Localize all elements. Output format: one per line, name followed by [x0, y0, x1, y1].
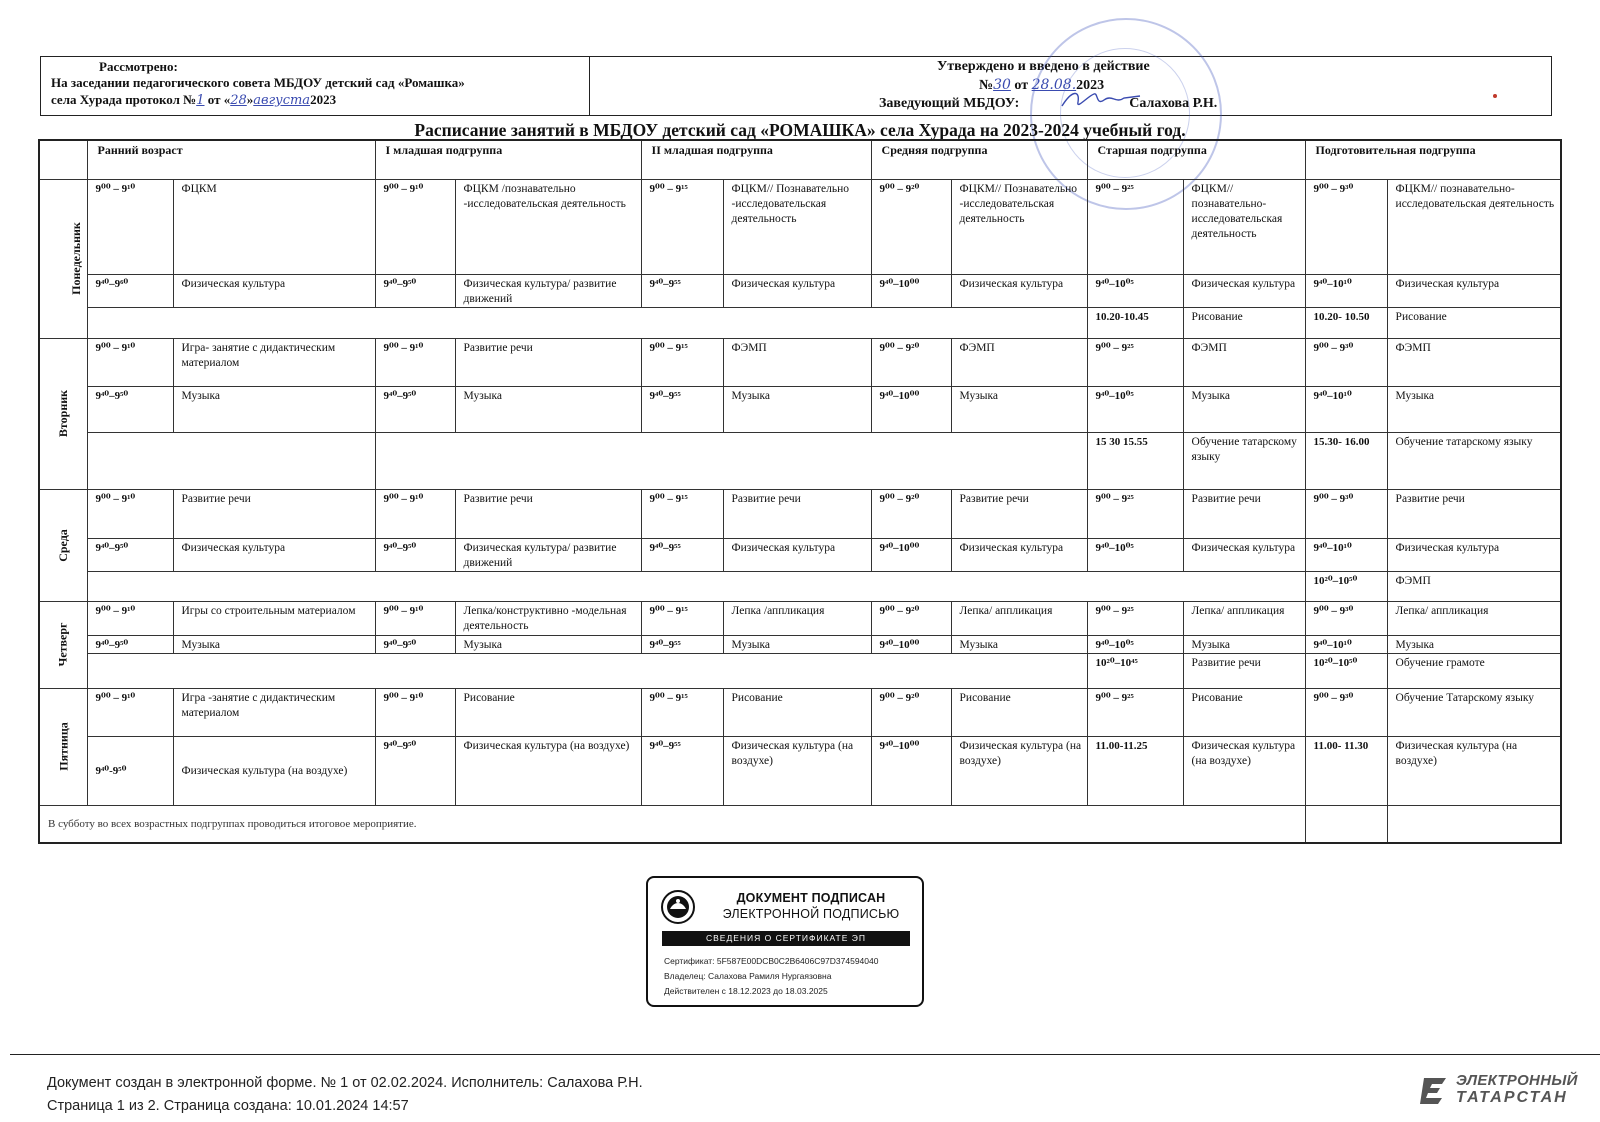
- order-date: 28.08.: [1031, 77, 1077, 93]
- day-cell: [39, 490, 87, 602]
- considered-block: [41, 57, 590, 115]
- time-cell: 9⁰⁰ – 9¹⁵: [641, 339, 723, 387]
- schedule-title: Расписание занятий в МБДОУ детский сад «РОМАШКА» села Хурада на 2023-2024 учебный год.: [414, 120, 1186, 140]
- subject-cell: Физическая культура/ развитие движений: [455, 538, 641, 571]
- time-cell: 9⁴⁰–10¹⁰: [1305, 386, 1387, 433]
- time-cell: 9⁴⁰–9⁵⁰: [87, 386, 173, 433]
- time-cell: 9⁴⁰–9⁵⁰: [375, 386, 455, 433]
- subject-cell: Лепка/конструктивно -модельная деятельность: [455, 602, 641, 635]
- head-name: Салахова Р.Н.: [1129, 96, 1218, 111]
- time-cell: 9⁴⁰–9⁵⁰: [375, 274, 455, 307]
- time-cell: 9⁴⁰–10¹⁰: [1305, 635, 1387, 653]
- electronic-signature-box: [646, 876, 924, 1007]
- time-cell: 9⁰⁰ – 9²⁰: [871, 602, 951, 635]
- subject-cell: ФЦКМ// Познавательно -исследовательская деятельность: [723, 180, 871, 274]
- table-row: [39, 339, 1561, 387]
- subject-cell: Музыка: [1183, 635, 1305, 653]
- time-cell: 9⁴⁰–10¹⁰: [1305, 538, 1387, 571]
- subject-cell: Музыка: [1183, 386, 1305, 433]
- subject-cell: Физическая культура: [1387, 538, 1561, 571]
- time-cell: 9⁰⁰ – 9¹⁵: [641, 180, 723, 274]
- table-row: [39, 274, 1561, 307]
- time-cell: 9⁴⁰–10⁰⁰: [871, 635, 951, 653]
- subject-cell: Лепка /аппликация: [723, 602, 871, 635]
- footer-divider: [10, 1054, 1600, 1055]
- table-row: [39, 490, 1561, 539]
- table-row: [39, 307, 1561, 338]
- subject-cell: Рисование: [1183, 307, 1305, 338]
- time-cell: 9⁰⁰ – 9³⁰: [1305, 490, 1387, 539]
- time-cell: 11.00- 11.30: [1305, 737, 1387, 806]
- time-cell: 9⁰⁰ – 9²⁵: [1087, 688, 1183, 737]
- time-cell: 10.20- 10.50: [1305, 307, 1387, 338]
- footer-document-info: Документ создан в электронной форме. № 1 от 02.02.2024. Исполнитель: Салахова Р.Н.: [47, 1075, 643, 1091]
- time-cell: 9⁴⁰–9⁶⁰: [87, 274, 173, 307]
- subject-cell: Развитие речи: [1387, 490, 1561, 539]
- certificate-owner: Владелец: Салахова Рамиля Нургаязовна: [664, 971, 832, 981]
- tatarstan-emblem-icon: [660, 889, 696, 925]
- time-cell: 9⁴⁰–9⁵⁰: [87, 635, 173, 653]
- time-cell: 10²⁰–10⁵⁰: [1305, 572, 1387, 602]
- time-cell: 15.30- 16.00: [1305, 433, 1387, 490]
- subject-cell: Лепка/ аппликация: [1387, 602, 1561, 635]
- considered-label: Рассмотрено:: [99, 59, 178, 74]
- table-row: [39, 433, 1561, 490]
- subject-cell: Физическая культура: [951, 274, 1087, 307]
- subject-cell: Развитие речи: [455, 490, 641, 539]
- logo-text-bottom: ТАТАРСТАН: [1456, 1089, 1568, 1106]
- subject-cell: Рисование: [951, 688, 1087, 737]
- time-cell: 9⁴⁰–9⁵⁵: [641, 635, 723, 653]
- schedule-table: [38, 139, 1562, 844]
- day-label: Пятница: [56, 721, 71, 771]
- time-cell: 9⁴⁰–9⁵⁵: [641, 737, 723, 806]
- day-label: Среда: [55, 529, 70, 562]
- time-cell: 9⁴⁰–10⁰⁰: [871, 737, 951, 806]
- order-line: №30 от 28.08.2023: [979, 77, 1105, 93]
- table-row: [39, 737, 1561, 806]
- group-header: Старшая подгруппа: [1087, 140, 1305, 180]
- time-cell: 9⁰⁰ – 9¹⁵: [641, 490, 723, 539]
- table-row: [39, 538, 1561, 571]
- subject-cell: Обучение грамоте: [1387, 654, 1561, 688]
- subject-cell: Физическая культура: [951, 538, 1087, 571]
- time-cell: 9⁴⁰–9⁵⁵: [641, 538, 723, 571]
- empty-cell: [87, 433, 375, 490]
- protocol-line: села Хурада протокол №1 от «28»августа2023: [51, 92, 337, 108]
- subject-cell: Физическая культура: [173, 538, 375, 571]
- time-cell: 10²⁰–10⁵⁰: [1305, 654, 1387, 688]
- table-row: [39, 572, 1561, 602]
- time-cell: 9⁴⁰–9⁵⁵: [641, 386, 723, 433]
- time-cell: 9⁴⁰–10⁰⁰: [871, 538, 951, 571]
- certificate-validity: Действителен с 18.12.2023 до 18.03.2025: [664, 986, 828, 996]
- subject-cell: Обучение татарскому языку: [1183, 433, 1305, 490]
- subject-cell: Игры со строительным материалом: [173, 602, 375, 635]
- time-cell: 9⁰⁰ – 9²⁰: [871, 688, 951, 737]
- time-cell: 9⁰⁰ – 9²⁵: [1087, 602, 1183, 635]
- ink-dot: [1493, 94, 1497, 98]
- subject-cell: Развитие речи: [173, 490, 375, 539]
- time-cell: 9⁴⁰–9⁵⁰: [375, 635, 455, 653]
- time-cell: 9⁴⁰–10⁰⁵: [1087, 538, 1183, 571]
- time-cell: 9⁴⁰–9⁵⁰: [375, 538, 455, 571]
- time-cell: 9⁴⁰–9⁵⁵: [641, 274, 723, 307]
- group-header: Подготовительная подгруппа: [1305, 140, 1561, 180]
- time-cell: 9⁰⁰ – 9¹⁰: [87, 490, 173, 539]
- time-cell: 10²⁰–10⁴⁵: [1087, 654, 1183, 688]
- time-cell: 9⁴⁰–9⁵⁰: [87, 538, 173, 571]
- empty-cell: [87, 572, 1305, 602]
- group-header: Ранний возраст: [87, 140, 375, 180]
- subject-cell: Музыка: [951, 386, 1087, 433]
- time-cell: 9⁰⁰ – 9²⁵: [1087, 180, 1183, 274]
- time-cell: 9⁰⁰ – 9²⁰: [871, 490, 951, 539]
- subject-cell: Развитие речи: [1183, 654, 1305, 688]
- subject-cell: Музыка: [173, 635, 375, 653]
- subject-cell: ФЭМП: [951, 339, 1087, 387]
- saturday-note-row: [39, 805, 1561, 843]
- subject-cell: Физическая культура (на воздухе): [1183, 737, 1305, 806]
- certificate-info-bar: СВЕДЕНИЯ О СЕРТИФИКАТЕ ЭП: [662, 931, 910, 946]
- subject-cell: Лепка/ аппликация: [951, 602, 1087, 635]
- subject-cell: Музыка: [1387, 635, 1561, 653]
- subject-cell: ФЦКМ// познавательно-исследовательская деятельность: [1183, 180, 1305, 274]
- council-line: На заседании педагогического совета МБДОУ детский сад «Ромашка»: [51, 75, 465, 90]
- electronic-tatarstan-logo: [1420, 1072, 1578, 1112]
- time-cell: 9⁰⁰ – 9¹⁰: [375, 490, 455, 539]
- time-cell: 9⁰⁰ – 9²⁵: [1087, 339, 1183, 387]
- subject-cell: Музыка: [455, 635, 641, 653]
- subject-cell: ФЦКМ// познавательно-исследовательская деятельность: [1387, 180, 1561, 274]
- time-cell: 9⁴⁰–10⁰⁰: [871, 386, 951, 433]
- subject-cell: Физическая культура (на воздухе): [951, 737, 1087, 806]
- footer-page-info: Страница 1 из 2. Страница создана: 10.01.2024 14:57: [47, 1098, 409, 1114]
- time-cell: 9⁴⁰–10⁰⁵: [1087, 635, 1183, 653]
- subject-cell: Музыка: [1387, 386, 1561, 433]
- time-cell: 9⁰⁰ – 9²⁰: [871, 339, 951, 387]
- subject-cell: Физическая культура (на воздухе): [723, 737, 871, 806]
- head-line: Заведующий МБДОУ: Салахова Р.Н.: [879, 96, 1218, 111]
- subject-cell: Физическая культура (на воздухе): [173, 737, 375, 806]
- time-cell: 9⁰⁰ – 9¹⁰: [375, 688, 455, 737]
- subject-cell: Физическая культура: [1387, 274, 1561, 307]
- subject-cell: Физическая культура (на воздухе): [455, 737, 641, 806]
- subject-cell: Игра -занятие с дидактическим материалом: [173, 688, 375, 737]
- protocol-number: 1: [196, 93, 205, 108]
- table-row: [39, 654, 1561, 688]
- time-cell: 9⁰⁰ – 9²⁵: [1087, 490, 1183, 539]
- handwritten-signature: [1058, 86, 1144, 112]
- subject-cell: Физическая культура: [723, 274, 871, 307]
- corner-cell: [39, 140, 87, 180]
- subject-cell: Физическая культура: [1183, 538, 1305, 571]
- protocol-month: августа: [253, 93, 311, 108]
- subject-cell: Физическая культура: [1183, 274, 1305, 307]
- subject-cell: Развитие речи: [455, 339, 641, 387]
- subject-cell: ФЭМП: [1183, 339, 1305, 387]
- table-row: [39, 635, 1561, 653]
- subject-cell: Развитие речи: [951, 490, 1087, 539]
- time-cell: 9⁰⁰ – 9¹⁰: [87, 339, 173, 387]
- logo-mark-icon: [1420, 1074, 1452, 1106]
- time-cell: 9⁰⁰ – 9¹⁰: [375, 180, 455, 274]
- subject-cell: Физическая культура: [173, 274, 375, 307]
- time-cell: 15 30 15.55: [1087, 433, 1183, 490]
- time-cell: 9⁰⁰ – 9¹⁰: [375, 602, 455, 635]
- table-row: [39, 386, 1561, 433]
- time-cell: 9⁰⁰ – 9³⁰: [1305, 602, 1387, 635]
- saturday-note: В субботу во всех возрастных подгруппах проводиться итоговое мероприятие.: [39, 805, 1305, 843]
- empty-cell: [87, 307, 1087, 338]
- time-cell: 9⁰⁰ – 9¹⁵: [641, 602, 723, 635]
- table-row: [39, 688, 1561, 737]
- time-cell: 9⁰⁰ – 9¹⁵: [641, 688, 723, 737]
- certificate-number: Сертификат: 5F587E00DCB0C2B6406C97D374594040: [664, 956, 879, 966]
- subject-cell: Музыка: [455, 386, 641, 433]
- logo-text-top: ЭЛЕКТРОННЫЙ: [1456, 1072, 1578, 1089]
- group-header: II младшая подгруппа: [641, 140, 871, 180]
- document-header: [40, 56, 1552, 116]
- time-cell: 9⁴⁰–10⁰⁰: [871, 274, 951, 307]
- subject-cell: Музыка: [723, 635, 871, 653]
- day-label: Четверг: [55, 622, 70, 667]
- time-cell: 9⁴⁰–9⁵⁰: [375, 737, 455, 806]
- day-label: Вторник: [56, 390, 71, 438]
- order-number: 30: [993, 77, 1011, 93]
- approved-label: Утверждено и введено в действие: [937, 59, 1150, 74]
- time-cell: 9⁰⁰ – 9¹⁰: [87, 688, 173, 737]
- subject-cell: Рисование: [723, 688, 871, 737]
- time-cell: 9⁴⁰–10⁰⁵: [1087, 274, 1183, 307]
- subject-cell: ФЦКМ: [173, 180, 375, 274]
- subject-cell: Игра- занятие с дидактическим материалом: [173, 339, 375, 387]
- subject-cell: Рисование: [1183, 688, 1305, 737]
- subject-cell: Физическая культура/ развитие движений: [455, 274, 641, 307]
- time-cell: 9⁴⁰–10¹⁰: [1305, 274, 1387, 307]
- time-cell: 10.20-10.45: [1087, 307, 1183, 338]
- subject-cell: Физическая культура: [723, 538, 871, 571]
- subject-cell: Обучение Татарскому языку: [1387, 688, 1561, 737]
- subject-cell: Музыка: [173, 386, 375, 433]
- subject-cell: Обучение татарскому языку: [1387, 433, 1561, 490]
- table-row: [39, 180, 1561, 274]
- subject-cell: Рисование: [1387, 307, 1561, 338]
- time-cell: 9⁰⁰ – 9²⁰: [871, 180, 951, 274]
- day-label: Понедельник: [68, 222, 83, 296]
- time-cell: 9⁰⁰ – 9³⁰: [1305, 180, 1387, 274]
- time-cell: 9⁰⁰ – 9¹⁰: [375, 339, 455, 387]
- time-cell: 9⁴⁰–10⁰⁵: [1087, 386, 1183, 433]
- subject-cell: Музыка: [951, 635, 1087, 653]
- empty-cell: [1305, 805, 1387, 843]
- subject-cell: Рисование: [455, 688, 641, 737]
- group-header-row: [39, 140, 1561, 180]
- day-cell: [39, 339, 87, 490]
- time-cell: 9⁰⁰ – 9³⁰: [1305, 339, 1387, 387]
- day-cell: [39, 180, 87, 339]
- esign-title: ДОКУМЕНТ ПОДПИСАН ЭЛЕКТРОННОЙ ПОДПИСЬЮ: [722, 891, 900, 921]
- subject-cell: ФЦКМ// Познавательно -исследовательская деятельность: [951, 180, 1087, 274]
- time-cell: 9⁰⁰ – 9¹⁰: [87, 602, 173, 635]
- day-cell: [39, 602, 87, 688]
- subject-cell: ФЭМП: [723, 339, 871, 387]
- time-cell: 11.00-11.25: [1087, 737, 1183, 806]
- protocol-day: 28: [230, 93, 247, 108]
- day-cell: [39, 688, 87, 805]
- subject-cell: Физическая культура (на воздухе): [1387, 737, 1561, 806]
- subject-cell: Развитие речи: [1183, 490, 1305, 539]
- subject-cell: ФЭМП: [1387, 572, 1561, 602]
- group-header: I младшая подгруппа: [375, 140, 641, 180]
- empty-cell: [87, 654, 1087, 688]
- subject-cell: Лепка/ аппликация: [1183, 602, 1305, 635]
- subject-cell: ФЭМП: [1387, 339, 1561, 387]
- subject-cell: ФЦКМ /познавательно -исследовательская деятельность: [455, 180, 641, 274]
- time-cell: 9⁴⁰-9⁵⁰: [87, 737, 173, 806]
- group-header: Средняя подгруппа: [871, 140, 1087, 180]
- empty-cell: [375, 433, 1087, 490]
- subject-cell: Музыка: [723, 386, 871, 433]
- time-cell: 9⁰⁰ – 9¹⁰: [87, 180, 173, 274]
- empty-cell: [1387, 805, 1561, 843]
- time-cell: 9⁰⁰ – 9³⁰: [1305, 688, 1387, 737]
- subject-cell: Развитие речи: [723, 490, 871, 539]
- table-row: [39, 602, 1561, 635]
